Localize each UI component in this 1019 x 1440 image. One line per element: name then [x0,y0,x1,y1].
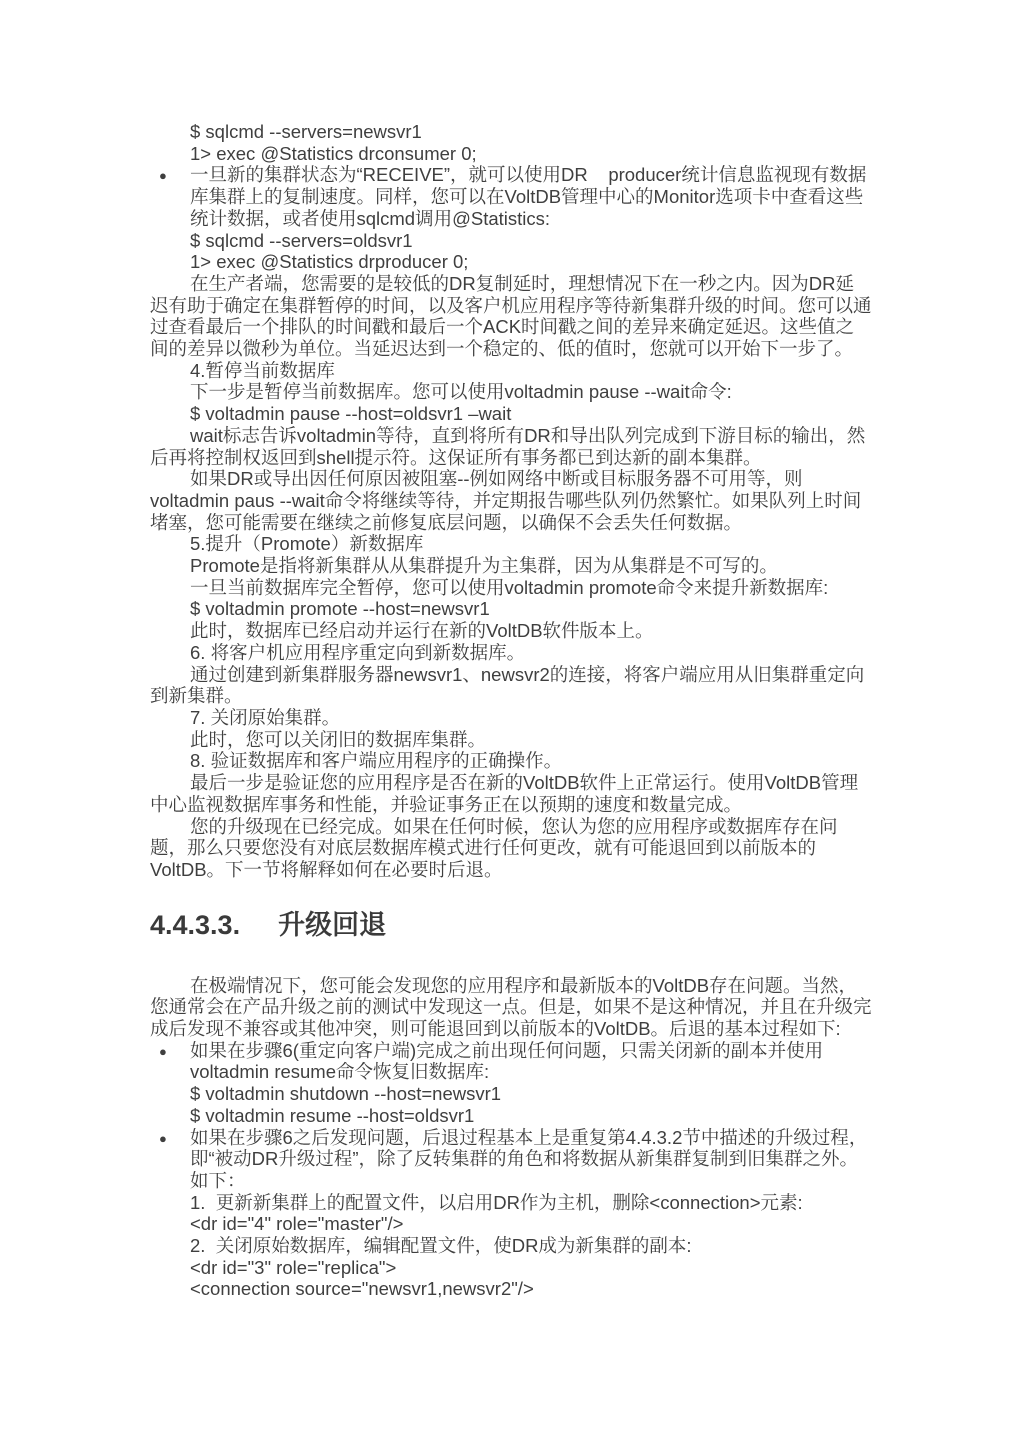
paragraph: 您的升级现在已经完成。如果在任何时候，您认为您的应用程序或数据库存在问题，那么只要您没有对底层数据库模式进行任何更改，就有可能退回到以前版本的VoltDB。下一节将解释如何在必要时后退。 [150,815,838,880]
bullet-text: 一旦新的集群状态为“RECEIVE”，就可以使用DR producer统计信息监视现有数据库集群上的复制速度。同样，您可以在VoltDB管理中心的Monitor选项卡中查看这些统计数据，或者使用sqlcmd调用@Statistics: [190,164,867,229]
paragraph: 此时，数据库已经启动并运行在新的VoltDB软件版本上。 [190,620,654,642]
paragraph: 在极端情况下，您可能会发现您的应用程序和最新版本的VoltDB存在问题。当然，您通常会在产品升级之前的测试中发现这一点。但是，如果不是这种情况，并且在升级完成后发现不兼容或其他冲突，则可能退回到以前版本的VoltDB。后退的基本过程如下: [150,974,872,1040]
paragraph: 下一步是暂停当前数据库。您可以使用voltadmin pause --wait命令: [190,381,732,403]
paragraph: 一旦当前数据库完全暂停，您可以使用voltadmin promote命令来提升新数据库: [190,576,829,598]
code-line: $ voltadmin shutdown --host=newsvr1 [190,1083,502,1105]
paragraph: 此时，您可以关闭旧的数据库集群。 [190,728,487,750]
code-line: $ voltadmin promote --host=newsvr1 [190,598,490,620]
bullet-icon: ● [159,1043,167,1059]
section-title: 升级回退 [278,909,387,940]
code-line: 1> exec @Statistics drconsumer 0; [190,142,477,164]
paragraph: 如果DR或导出因任何原因被阻塞--例如网络中断或目标服务器不可用等，则voltadmin paus --wait命令将继续等待，并定期报告哪些队列仍然繁忙。如果队列上时间堵塞，您可能需要在继续之前修复底层问题，以确保不会丢失任何数据。 [150,468,862,533]
paragraph: Promote是指将新集群从从集群提升为主集群，因为从集群是不可写的。 [190,555,778,577]
paragraph: 6. 将客户机应用程序重定向到新数据库。 [190,641,526,663]
code-line: 1> exec @Statistics drproducer 0; [190,251,469,273]
bullet-item [150,1127,872,1301]
code-line: <dr id="3" role="replica"> [190,1256,397,1278]
code-line: $ sqlcmd --servers=newsvr1 [190,121,422,142]
code-line: $ voltadmin pause --host=oldsvr1 –wait [190,403,512,425]
paragraph: 7. 关闭原始集群。 [190,706,341,728]
paragraph: 通过创建到新集群服务器newsvr1、newsvr2的连接，将客户端应用从旧集群重定向到新集群。 [150,663,865,707]
paragraph: wait标志告诉voltadmin等待，直到将所有DR和导出队列完成到下游目标的输出，然后再将控制权返回到shell提示符。这保证所有事务都已到达新的副本集群。 [150,424,866,468]
code-line: $ sqlcmd --servers=oldsvr1 [190,229,413,251]
paragraph: 最后一步是验证您的应用程序是否在新的VoltDB软件上正常运行。使用VoltDB管理中心监视数据库事务和性能，并验证事务正在以预期的速度和数量完成。 [150,772,859,815]
code-line: $ voltadmin resume --host=oldsvr1 [190,1104,475,1126]
bullet-item [150,164,872,273]
list-step: 2. 关闭原始数据库，编辑配置文件，使DR成为新集群的副本: [190,1235,692,1257]
paragraph: 4.暂停当前数据库 [190,359,335,381]
bullet-text: 如果在步骤6(重定向客户端)完成之前出现任何问题，只需关闭新的副本并使用voltadmin resume命令恢复旧数据库: [190,1039,824,1083]
bullet-item [150,1040,872,1127]
bullet-icon: ● [159,1130,167,1146]
document-body [150,121,872,1300]
section-heading [150,907,872,943]
bullet-text: 如果在步骤6之后发现问题，后退过程基本上是重复第4.4.3.2节中描述的升级过程，即“被动DR升级过程”，除了反转集群的角色和将数据从新集群复制到旧集群之外。如下： [190,1126,868,1191]
code-line: <dr id="4" role="master"/> [190,1213,404,1235]
code-line: <connection source="newsvr1,newsvr2"/> [190,1278,534,1300]
paragraph: 在生产者端，您需要的是较低的DR复制延时，理想情况下在一秒之内。因为DR延迟有助于确定在集群暂停的时间，以及客户机应用程序等待新集群升级的时间。您可以通过查看最后一个排队的时间戳和最后一个ACK时间戳之间的差异来确定延迟。这些值之间的差异以微秒为单位。当延迟达到一个稳定的、低的值时，您就可以开始下一步了。 [150,272,872,360]
list-step: 1. 更新新集群上的配置文件，以启用DR作为主机，删除<connection>元素: [190,1191,803,1213]
bullet-icon: ● [159,168,167,184]
paragraph: 8. 验证数据库和客户端应用程序的正确操作。 [190,750,563,772]
paragraph: 5.提升（Promote）新数据库 [190,533,424,555]
section-number: 4.4.3.3. [150,909,241,940]
